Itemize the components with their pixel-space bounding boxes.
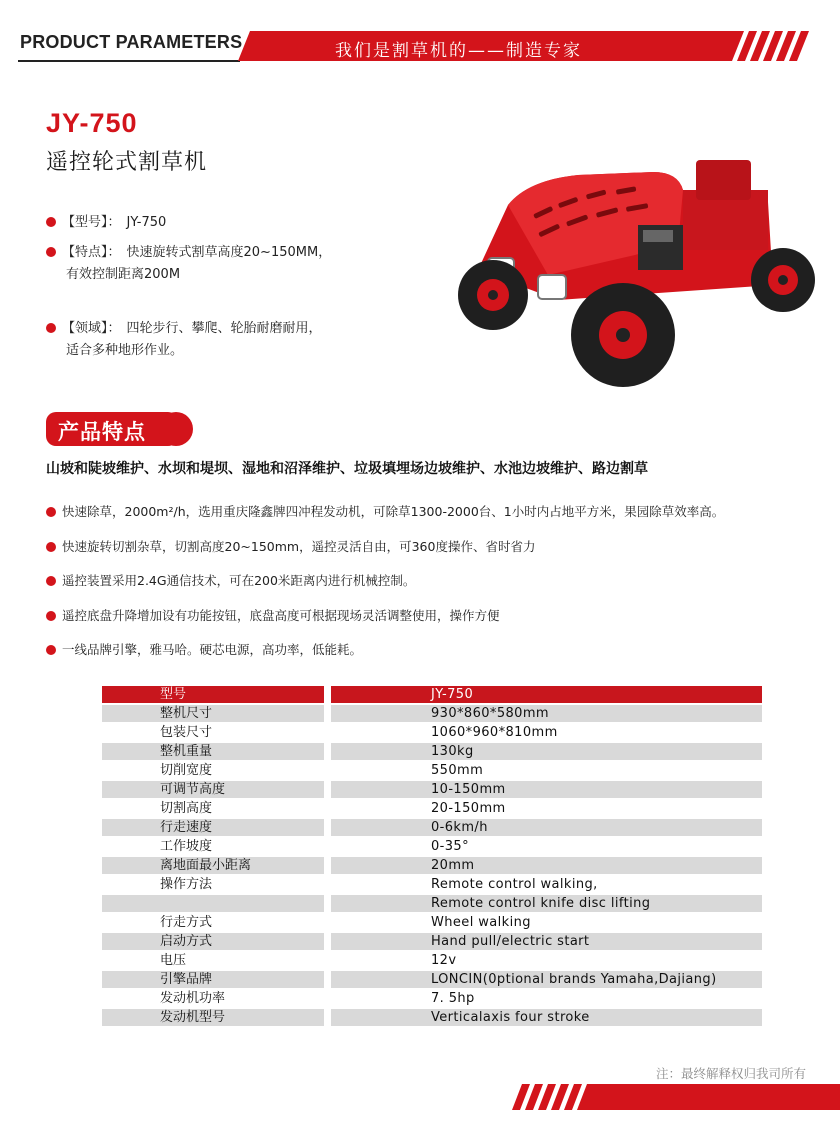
spec-model xyxy=(46,212,166,234)
feature-item xyxy=(46,606,500,624)
spec-features xyxy=(46,242,331,286)
row-label: 行走速度 xyxy=(160,820,213,835)
row-value: Remote control walking, xyxy=(431,877,598,892)
feature-item xyxy=(46,502,724,520)
row-value: 1060*960*810mm xyxy=(431,725,558,740)
bullet-dot xyxy=(46,645,56,655)
feature-item xyxy=(46,537,535,555)
spec-value: JY-750 xyxy=(126,215,167,230)
spec-value-cont: 有效控制距离200M xyxy=(66,267,181,282)
row-value: 0-6km/h xyxy=(431,820,488,835)
bullet-dot xyxy=(46,576,56,586)
bullet-dot xyxy=(46,323,56,333)
header-title: PRODUCT PARAMETERS xyxy=(20,32,243,52)
table-header-cell xyxy=(331,686,762,703)
row-label: 操作方法 xyxy=(160,877,213,892)
row-label: 整机重量 xyxy=(160,744,213,759)
row-label: 切割高度 xyxy=(160,801,213,816)
bullet-dot xyxy=(46,247,56,257)
spec-label: 【特点】： xyxy=(62,245,121,260)
bullet-dot xyxy=(46,507,56,517)
bullet-dot xyxy=(46,611,56,621)
row-label: 可调节高度 xyxy=(160,782,226,797)
table-header-cell xyxy=(102,686,324,703)
bullet-dot xyxy=(46,217,56,227)
feature-text: 快速旋转切割杂草，切割高度20~150mm，遥控灵活自由，可360度操作、省时省力 xyxy=(62,539,536,554)
feature-text: 一线品牌引擎，雅马哈。硬芯电源，高功率，低能耗。 xyxy=(62,642,363,657)
model-title: JY-750 xyxy=(46,108,138,138)
table-header-value: JY-750 xyxy=(431,687,474,702)
spec-domain xyxy=(46,318,322,362)
row-value: Verticalaxis four stroke xyxy=(431,1010,590,1025)
row-value: 10-150mm xyxy=(431,782,506,797)
row-value: 20mm xyxy=(431,858,475,873)
bullet-dot xyxy=(46,542,56,552)
row-value: 7. 5hp xyxy=(431,991,475,1006)
row-value: 130kg xyxy=(431,744,474,759)
row-label: 离地面最小距离 xyxy=(160,858,252,873)
row-value: Wheel walking xyxy=(431,915,531,930)
footer-red-band xyxy=(512,1084,840,1110)
table-header-label: 型号 xyxy=(160,687,187,702)
spec-value: 四轮步行、攀爬、轮胎耐磨耐用， xyxy=(126,321,322,336)
row-label: 切削宽度 xyxy=(160,763,213,778)
feature-text: 遥控底盘升降增加设有功能按钮，底盘高度可根据现场灵活调整使用，操作方便 xyxy=(62,608,500,623)
section-badge-label: 产品特点 xyxy=(58,420,146,444)
row-value: 930*860*580mm xyxy=(431,706,549,721)
row-label: 行走方式 xyxy=(160,915,213,930)
header-slogan: 我们是割草机的——制造专家 xyxy=(335,41,582,61)
mower-product-image xyxy=(438,150,818,400)
row-label: 发动机型号 xyxy=(160,1010,226,1025)
footer-note: 注：最终解释权归我司所有 xyxy=(655,1066,806,1081)
row-value: 12v xyxy=(431,953,457,968)
spec-value-cont: 适合多种地形作业。 xyxy=(66,343,184,358)
row-label: 工作坡度 xyxy=(160,839,213,854)
application-areas: 山坡和陡坡维护、水坝和堤坝、湿地和沼泽维护、垃圾填埋场边坡维护、水池边坡维护、路边割草 xyxy=(46,461,648,477)
row-value: Remote control knife disc lifting xyxy=(431,896,651,911)
feature-item xyxy=(46,640,362,658)
row-value: LONCIN(0ptional brands Yamaha,Dajiang) xyxy=(431,972,717,987)
feature-text: 快速除草，2000m²/h，选用重庆隆鑫牌四冲程发动机，可除草1300-2000台、1小时内占地平方米，果园除草效率高。 xyxy=(62,504,725,519)
row-label: 引擎品牌 xyxy=(160,972,213,987)
header-underline xyxy=(18,60,240,62)
row-label: 发动机功率 xyxy=(160,991,226,1006)
spec-label: 【型号】： xyxy=(62,215,121,230)
row-value: 0-35° xyxy=(431,839,470,854)
spec-label: 【领域】： xyxy=(62,321,121,336)
feature-item xyxy=(46,571,415,589)
feature-text: 遥控装置采用2.4G通信技术，可在200米距离内进行机械控制。 xyxy=(62,573,416,588)
spec-value: 快速旋转式割草高度20~150MM， xyxy=(126,245,332,260)
row-value: Hand pull/electric start xyxy=(431,934,590,949)
row-label: 电压 xyxy=(160,953,187,968)
row-label: 整机尺寸 xyxy=(160,706,213,721)
row-value: 550mm xyxy=(431,763,484,778)
row-value: 20-150mm xyxy=(431,801,506,816)
row-label: 启动方式 xyxy=(160,934,213,949)
row-label: 包装尺寸 xyxy=(160,725,213,740)
product-name: 遥控轮式割草机 xyxy=(46,150,208,175)
